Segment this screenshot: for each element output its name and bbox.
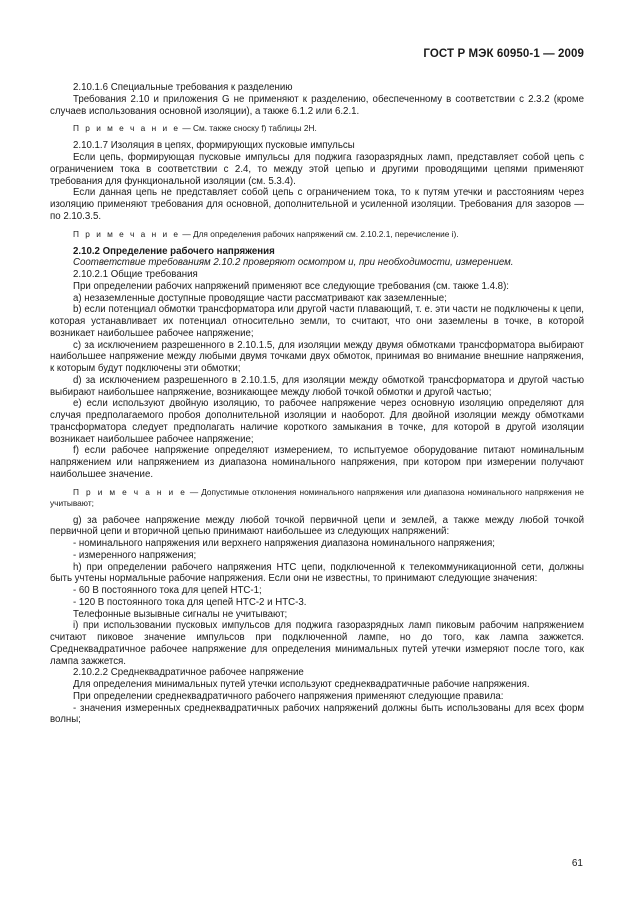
- standard-header: ГОСТ Р МЭК 60950-1 — 2009: [423, 48, 584, 60]
- paragraph: Требования 2.10 и приложения G не применяют к разделению, обеспеченному в соответствии с 2.3.2 (кроме случаев использования основной изоляции), а также 6.1.2 или 6.2.1.: [50, 93, 584, 117]
- note: [50, 123, 584, 134]
- page-number: 61: [571, 858, 583, 869]
- note: [50, 229, 584, 240]
- list-item: g) за рабочее напряжение между любой точкой первичной цепи и землей, а также между любой точкой первичной цепи и вторичной цепью принимают наибольшее из следующих напряжений:: [50, 514, 584, 538]
- note-text: — Допустимые отклонения номинального напряжения или диапазона номинального напряжения не учитывают;: [50, 486, 585, 508]
- dash-item: - номинального напряжения или верхнего напряжения диапазона номинального напряжения;: [73, 538, 495, 549]
- list-item: d) за исключением разрешенного в 2.10.1.5, для изоляции между обмоткой трансформатора и другой частью выбирают наибольшее напряжение, возникающее между любой точкой обмотки и другой частью;: [50, 374, 584, 398]
- note-text: — Для определения рабочих напряжений см. 2.10.2.1, перечисление i).: [180, 228, 459, 239]
- list-item: i) при использовании пусковых импульсов для поджига газоразрядных ламп пиковым рабочим напряжением считают пиковое значение импульсов при подключенной лампе, но до того, как лампа зажжется. Среднеквадратичное рабочее напряжение для определения минимальных путей утечки измеряют после того, как лампа зажжется.: [50, 620, 584, 667]
- subclause-title: 2.10.2.1 Общие требования: [73, 269, 198, 280]
- paragraph: Если данная цепь не представляет собой цепь с ограничением тока, то к путям утечки и расстояниям через изоляцию применяют требования для основной, дополнительной и усиленной изоляции. Требования для зазоров — по 2.10.3.5.: [50, 187, 584, 222]
- dash-item: - 120 В постоянного тока для цепей НТС-2 и НТС-3.: [73, 596, 307, 608]
- note-text: — См. также сноску f) таблицы 2Н.: [180, 123, 317, 134]
- note-label: П р и м е ч а н и е: [73, 228, 181, 239]
- list-item: b) если потенциал обмотки трансформатора или другой части плавающий, т. е. эти части не подключены к цепи, которая устанавливает их потенциал относительно земли, то считают, что они заземлены в точке, в которой возникает наибольшее рабочее напряжение;: [50, 304, 584, 339]
- clause-heading: 2.10.2 Определение рабочего напряжения: [73, 245, 275, 257]
- dash-item: - значения измеренных среднеквадратичных рабочих напряжений должны быть использованы для всех форм волны;: [50, 702, 584, 726]
- note: [50, 487, 584, 509]
- dash-item: - измеренного напряжения;: [73, 549, 197, 561]
- list-item: a) незаземленные доступные проводящие части рассматривают как заземленные;: [73, 292, 447, 304]
- list-item: e) если используют двойную изоляцию, то рабочее напряжение через основную изоляцию определяют для случая предполагаемого пробоя дополнительной изоляции и наоборот. Для двойной изоляции между обмотками трансформатора следует предполагать наличие короткого замыкания в точке, для которой в другой изоляции возникает наибольшее рабочее напряжение;: [50, 398, 584, 445]
- page-body: [50, 82, 584, 726]
- note-label: П р и м е ч а н и е: [73, 486, 187, 497]
- list-item: h) при определении рабочего напряжения НТС цепи, подключенной к телекоммуникационной сети, должны быть учтены нормальные рабочие напряжения. Если они не известны, то принимают следующие значения:: [50, 561, 584, 585]
- paragraph: При определении среднеквадратичного рабочего напряжения применяют следующие правила:: [73, 690, 504, 702]
- paragraph: Если цепь, формирующая пусковые импульсы для поджига газоразрядных ламп, представляет собой цепь с ограничением тока в соответствии с 2.4, то между этой цепью и другими проводящими цепями применяют требования для функциональной изоляции (см. 5.3.4).: [50, 152, 584, 187]
- subclause-title: 2.10.1.7 Изоляция в цепях, формирующих пусковые импульсы: [73, 140, 355, 152]
- dash-item: - 60 В постоянного тока для цепей НТС-1;: [73, 585, 262, 596]
- paragraph: Для определения минимальных путей утечки используют среднеквадратичные рабочие напряжения.: [73, 679, 530, 690]
- list-item: c) за исключением разрешенного в 2.10.1.5, для изоляции между двумя обмотками трансформатора выбирают наибольшее напряжение между любыми двумя точками двух обмоток, принимая во внимание внешние напряжения, к которым будут подключены эти обмотки;: [50, 339, 584, 374]
- subclause-title: 2.10.2.2 Среднеквадратичное рабочее напряжение: [73, 667, 304, 679]
- paragraph: При определении рабочих напряжений применяют все следующие требования (см. также 1.4.8):: [73, 280, 509, 292]
- note-label: П р и м е ч а н и е: [73, 123, 181, 134]
- list-item: f) если рабочее напряжение определяют измерением, то испытуемое оборудование питают номинальным напряжением или напряжением из диапазона номинального напряжения, при котором при измерении получают наибольшее значение.: [50, 445, 584, 480]
- compliance-statement: Соответствие требованиям 2.10.2 проверяют осмотром и, при необходимости, измерением.: [73, 257, 514, 269]
- subclause-title: 2.10.1.6 Специальные требования к разделению: [73, 82, 293, 93]
- paragraph: Телефонные вызывные сигналы не учитывают;: [73, 608, 288, 620]
